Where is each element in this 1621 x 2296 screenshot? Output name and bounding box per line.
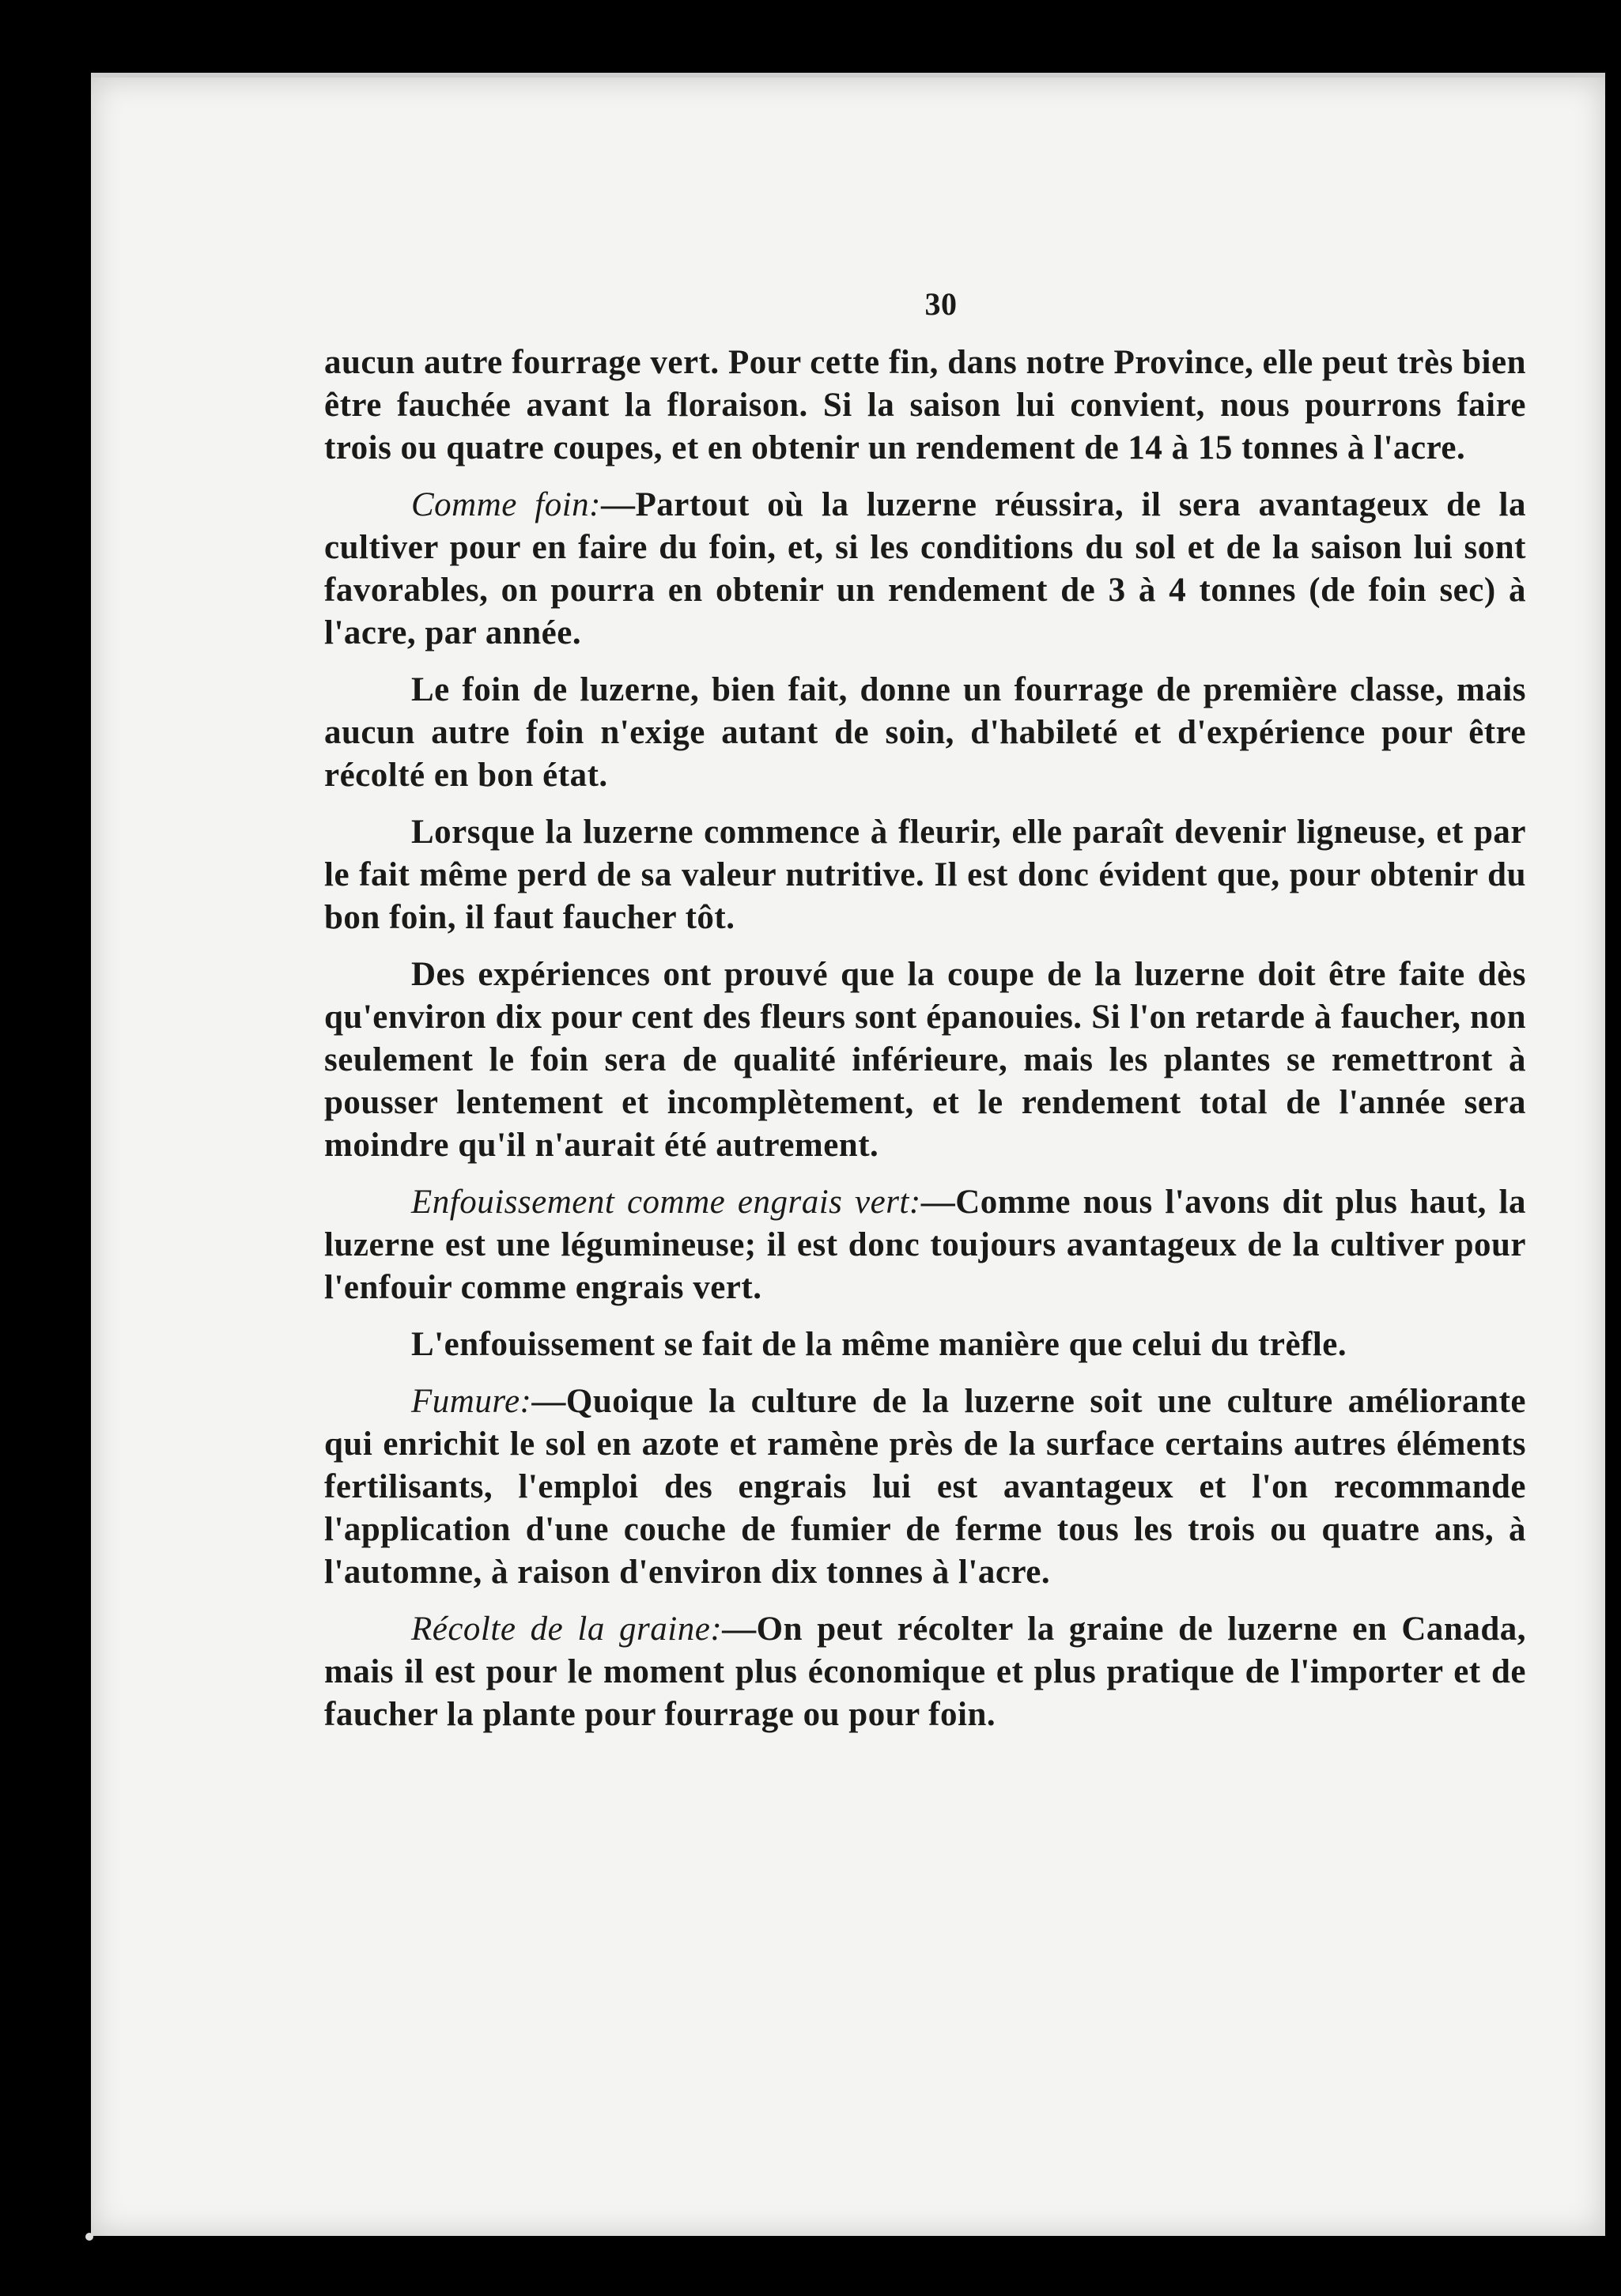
paragraph-floraison [324, 811, 1526, 939]
paragraph-enfouissement-trefle [324, 1324, 1526, 1366]
paragraph-foin-de-luzerne [324, 669, 1526, 797]
paragraph-text: —Comme nous l'avons dit plus haut, la luzerne est une légumineuse; il est donc toujours avantageux de la cultiver pour l'enfouir comme engrais vert. [324, 1184, 1527, 1306]
paragraph-text: aucun autre fourrage vert. Pour cette fin, dans notre Province, elle peut très bien être fauchée avant la floraison. Si la saison lui convient, nous pourrons faire trois ou quatre coupes, et en obtenir un rendement de 14 à 15 tonnes à l'acre. [324, 344, 1526, 466]
paragraph-enfouissement [324, 1181, 1526, 1309]
paragraph-text: L'enfouissement se fait de la même manière que celui du trèfle. [411, 1326, 1347, 1363]
paragraph-comme-foin [324, 484, 1526, 655]
margin-speck [85, 2233, 93, 2241]
paragraph-text: Lorsque la luzerne commence à fleurir, elle paraît devenir ligneuse, et par le fait même perd de sa valeur nutritive. Il est donc évident que, pour obtenir du bon foin, il faut faucher tôt. [324, 814, 1526, 936]
page-content [324, 285, 1526, 1750]
section-heading: Comme foin: [411, 486, 601, 523]
paragraph-text: —Partout où la luzerne réussira, il sera avantageux de la cultiver pour en faire du foin, et, si les conditions du sol et de la saison lui sont favorables, on pourra en obtenir un rendement de 3 à 4 tonnes (de foin sec) à l'acre, par année. [324, 486, 1526, 651]
paragraph-text: —On peut récolter la graine de luzerne en Canada, mais il est pour le moment plus économique et plus pratique de l'importer et de faucher la plante pour fourrage ou pour foin. [324, 1611, 1526, 1733]
paragraph-text: Le foin de luzerne, bien fait, donne un fourrage de première classe, mais aucun autre foin n'exige autant de soin, d'habileté et d'expérience pour être récolté en bon état. [324, 671, 1526, 794]
section-heading: Enfouissement comme engrais vert: [411, 1184, 921, 1221]
paragraph-experiences [324, 954, 1526, 1167]
section-heading: Récolte de la graine: [411, 1611, 723, 1648]
page-number: 30 [924, 286, 958, 322]
paragraph-continuation [324, 342, 1526, 470]
section-heading: Fumure: [411, 1383, 532, 1420]
paragraph-fumure [324, 1380, 1526, 1594]
paragraph-text: Des expériences ont prouvé que la coupe de la luzerne doit être faite dès qu'environ dix pour cent des fleurs sont épanouies. Si l'on retarde à faucher, non seulement le foin sera de qualité inférieure, mais les plantes se remettront à pousser lentement et incomplètement, et le rendement total de l'année sera moindre qu'il n'aurait été autrement. [324, 956, 1526, 1164]
paragraph-text: —Quoique la culture de la luzerne soit une culture améliorante qui enrichit le sol en azote et ramène près de la surface certains autres éléments fertilisants, l'emploi des engrais lui est avantageux et l'on recommande l'application d'une couche de fumier de ferme tous les trois ou quatre ans, à l'automne, à raison d'environ dix tonnes à l'acre. [324, 1383, 1526, 1591]
paragraph-recolte-graine [324, 1608, 1526, 1736]
